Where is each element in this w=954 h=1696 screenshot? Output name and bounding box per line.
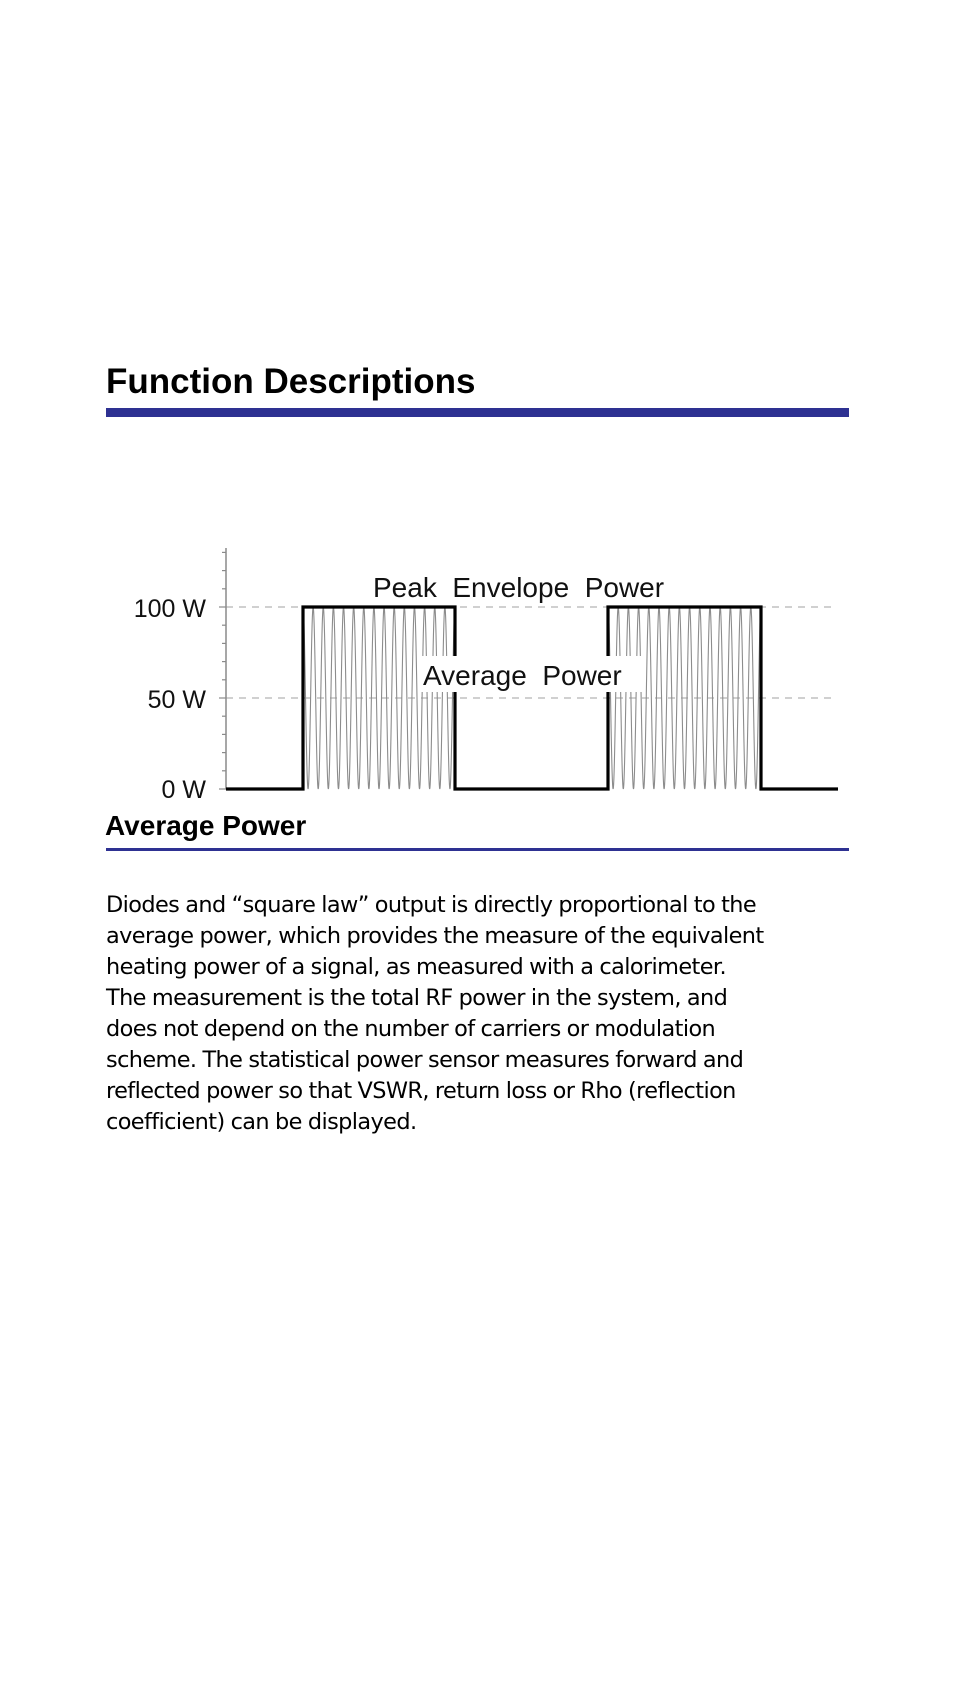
- section-rule: [106, 848, 849, 851]
- y-tick-label-0w: 0 W: [161, 776, 206, 800]
- average-power-label: Average Power: [423, 660, 622, 691]
- y-tick-label-100w: 100 W: [133, 595, 206, 623]
- body-paragraph: [106, 890, 866, 1138]
- body-line: does not depend on the number of carriers or modulation: [106, 1016, 716, 1042]
- body-line: scheme. The statistical power sensor measures forward and: [106, 1047, 744, 1073]
- section-heading: Average Power: [105, 810, 307, 841]
- body-line: The measurement is the total RF power in the system, and: [106, 985, 728, 1011]
- body-line: coefficient) can be displayed.: [106, 1109, 417, 1135]
- y-tick-label-50w: 50 W: [147, 686, 206, 714]
- power-waveform-figure: [0, 530, 954, 800]
- body-line: Diodes and “square law” output is directly proportional to the: [106, 892, 757, 918]
- y-axis-ticks: [219, 552, 226, 789]
- title-rule: [106, 408, 849, 417]
- rf-carrier-wave: [303, 607, 455, 789]
- page-title: Function Descriptions: [106, 362, 476, 401]
- body-line: heating power of a signal, as measured with a calorimeter.: [106, 954, 726, 980]
- body-line: average power, which provides the measure of the equivalent: [106, 923, 764, 949]
- rf-carrier-series: [303, 607, 455, 789]
- body-line: reflected power so that VSWR, return loss or Rho (reflection: [106, 1078, 736, 1104]
- peak-envelope-power-label: Peak Envelope Power: [373, 572, 665, 603]
